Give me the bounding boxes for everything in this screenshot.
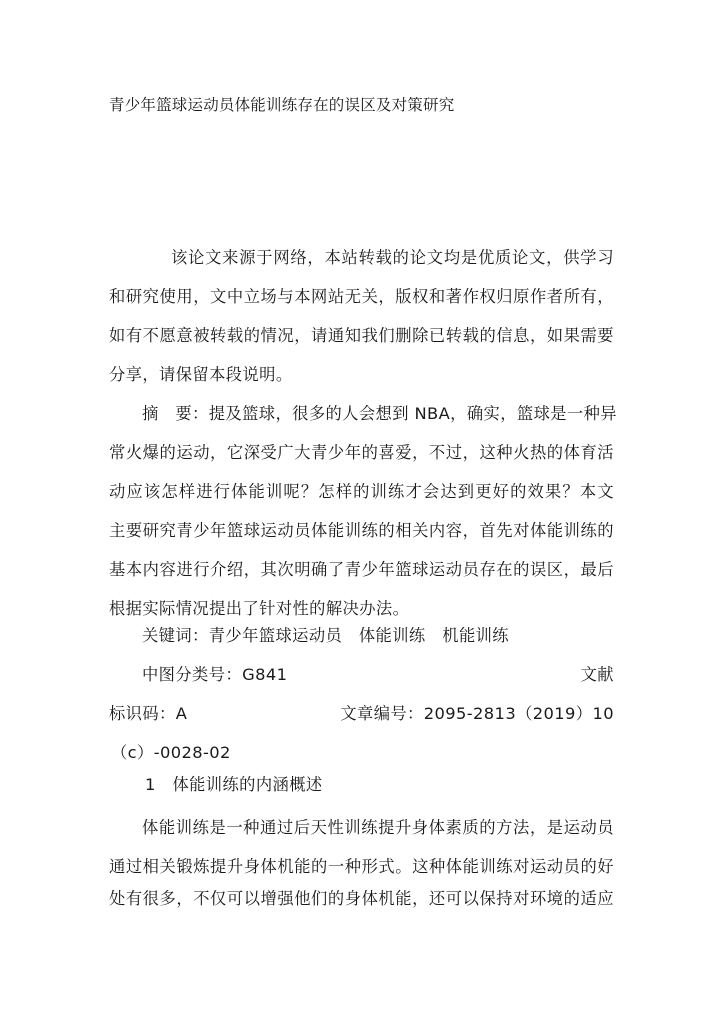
article-number: 文章编号：2095-2813（2019）10: [340, 704, 614, 723]
keywords-line: 关键词：青少年篮球运动员 体能训练 机能训练: [142, 626, 509, 645]
notice-line: 如有不愿意被转载的情况，请通知我们删除已转载的信息，如果需要: [109, 326, 614, 345]
abstract-line: 主要研究青少年篮球运动员体能训练的相关内容，首先对体能训练的: [109, 521, 614, 540]
classification-row: [109, 664, 614, 686]
clc-number: 中图分类号：G841: [142, 665, 288, 684]
section-line: 体能训练是一种通过后天性训练提升身体素质的方法，是运动员: [142, 818, 614, 837]
section-heading: 1 体能训练的内涵概述: [145, 775, 323, 794]
document-code-label: 文献: [580, 665, 614, 684]
section-line: 通过相关锻炼提升身体机能的一种形式。这种体能训练对运动员的好: [109, 857, 614, 876]
notice-line: 该论文来源于网络，本站转载的论文均是优质论文，供学习: [171, 248, 614, 267]
document-title: 青少年篮球运动员体能训练存在的误区及对策研究: [109, 96, 455, 114]
section-line: 处有很多，不仅可以增强他们的身体机能，还可以保持对环境的适应: [109, 889, 614, 908]
identifier-row: [109, 703, 614, 725]
abstract-line: 常火爆的运动，它深受广大青少年的喜爱，不过，这种火热的体育活: [109, 443, 614, 462]
article-number-continued: （c）-0028-02: [111, 743, 231, 762]
abstract-line: 动应该怎样进行体能训呢？怎样的训练才会达到更好的效果？本文: [109, 482, 614, 501]
identifier-code: 标识码：A: [109, 704, 188, 723]
abstract-line: 基本内容进行介绍，其次明确了青少年篮球运动员存在的误区，最后: [109, 560, 614, 579]
abstract-line: 摘 要：提及篮球，很多的人会想到 NBA，确实，篮球是一种异: [142, 404, 617, 423]
notice-line: 和研究使用，文中立场与本网站无关，版权和著作权归原作者所有，: [109, 287, 614, 306]
abstract-line: 根据实际情况提出了针对性的解决办法。: [109, 599, 410, 618]
notice-line: 分享，请保留本段说明。: [109, 365, 293, 384]
